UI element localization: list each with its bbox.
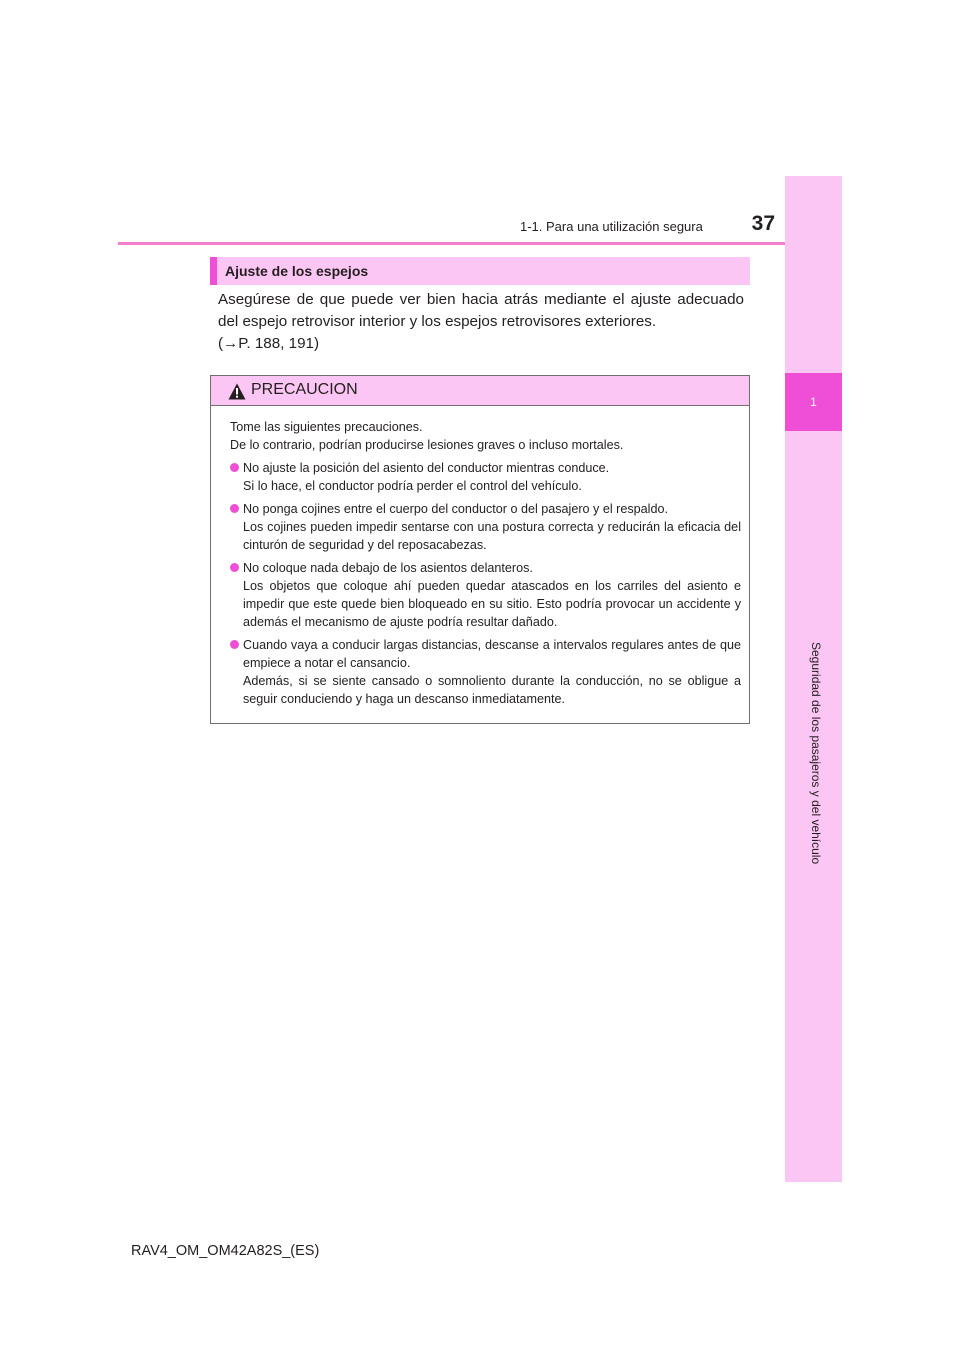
page-reference-link[interactable]: (→P. 188, 191) [218,335,320,352]
caution-header [211,376,749,406]
chapter-side-tab [785,176,842,1182]
caution-intro: Tome las siguientes precauciones. [230,420,423,434]
caution-item-heading: No coloque nada debajo de los asientos delanteros. [243,561,533,575]
caution-box [210,375,750,724]
caution-item-text: Los objetos que coloque ahí pueden quedar atascados en los carriles del asiento e impedir que este quede bien bloqueado en su sitio. Esto podría provocar un accidente y además el mecanismo de ajuste podría resultar dañado. [243,579,741,629]
document-code-footer: RAV4_OM_OM42A82S_(ES) [131,1243,320,1259]
caution-item-heading: No ajuste la posición del asiento del conductor mientras conduce. [243,461,610,475]
caution-item-heading: Cuando vaya a conducir largas distancias, descanse a intervalos regulares antes de que empiece a notar el cansancio. [243,638,741,670]
caution-title: PRECAUCION [251,381,358,398]
caution-item-text: Los cojines pueden impedir sentarse con una postura correcta y reducirán la eficacia del cinturón de seguridad y del reposacabezas. [243,520,741,552]
caution-body [211,406,749,708]
warning-triangle-icon [228,383,246,400]
bullet-dot-icon [230,640,239,649]
caution-item [230,459,741,495]
section-heading: Ajuste de los espejos [210,257,750,285]
running-header-section: 1-1. Para una utilización segura [520,219,703,234]
bullet-dot-icon [230,563,239,572]
section-body [218,289,744,355]
bullet-dot-icon [230,504,239,513]
bullet-dot-icon [230,463,239,472]
page-number: 37 [751,212,775,235]
caution-item [230,500,741,554]
caution-item-heading: No ponga cojines entre el cuerpo del conductor o del pasajero y el respaldo. [243,502,668,516]
caution-item-text: Además, si se siente cansado o somnoliento durante la conducción, no se obligue a seguir conduciendo y haga un descanso inmediatamente. [243,674,741,706]
caution-item [230,636,741,708]
caution-item [230,559,741,631]
caution-intro: De lo contrario, podrían producirse lesiones graves o incluso mortales. [230,438,624,452]
header-divider [118,242,842,245]
chapter-number-tab: 1 [785,373,842,431]
chapter-title-vertical: Seguridad de los pasajeros y del vehículo [809,642,823,865]
caution-item-text: Si lo hace, el conductor podría perder el control del vehículo. [243,479,582,493]
body-paragraph: Asegúrese de que puede ver bien hacia atrás mediante el ajuste adecuado del espejo retrovisor interior y los espejos retrovisores exteriores. [218,291,744,330]
